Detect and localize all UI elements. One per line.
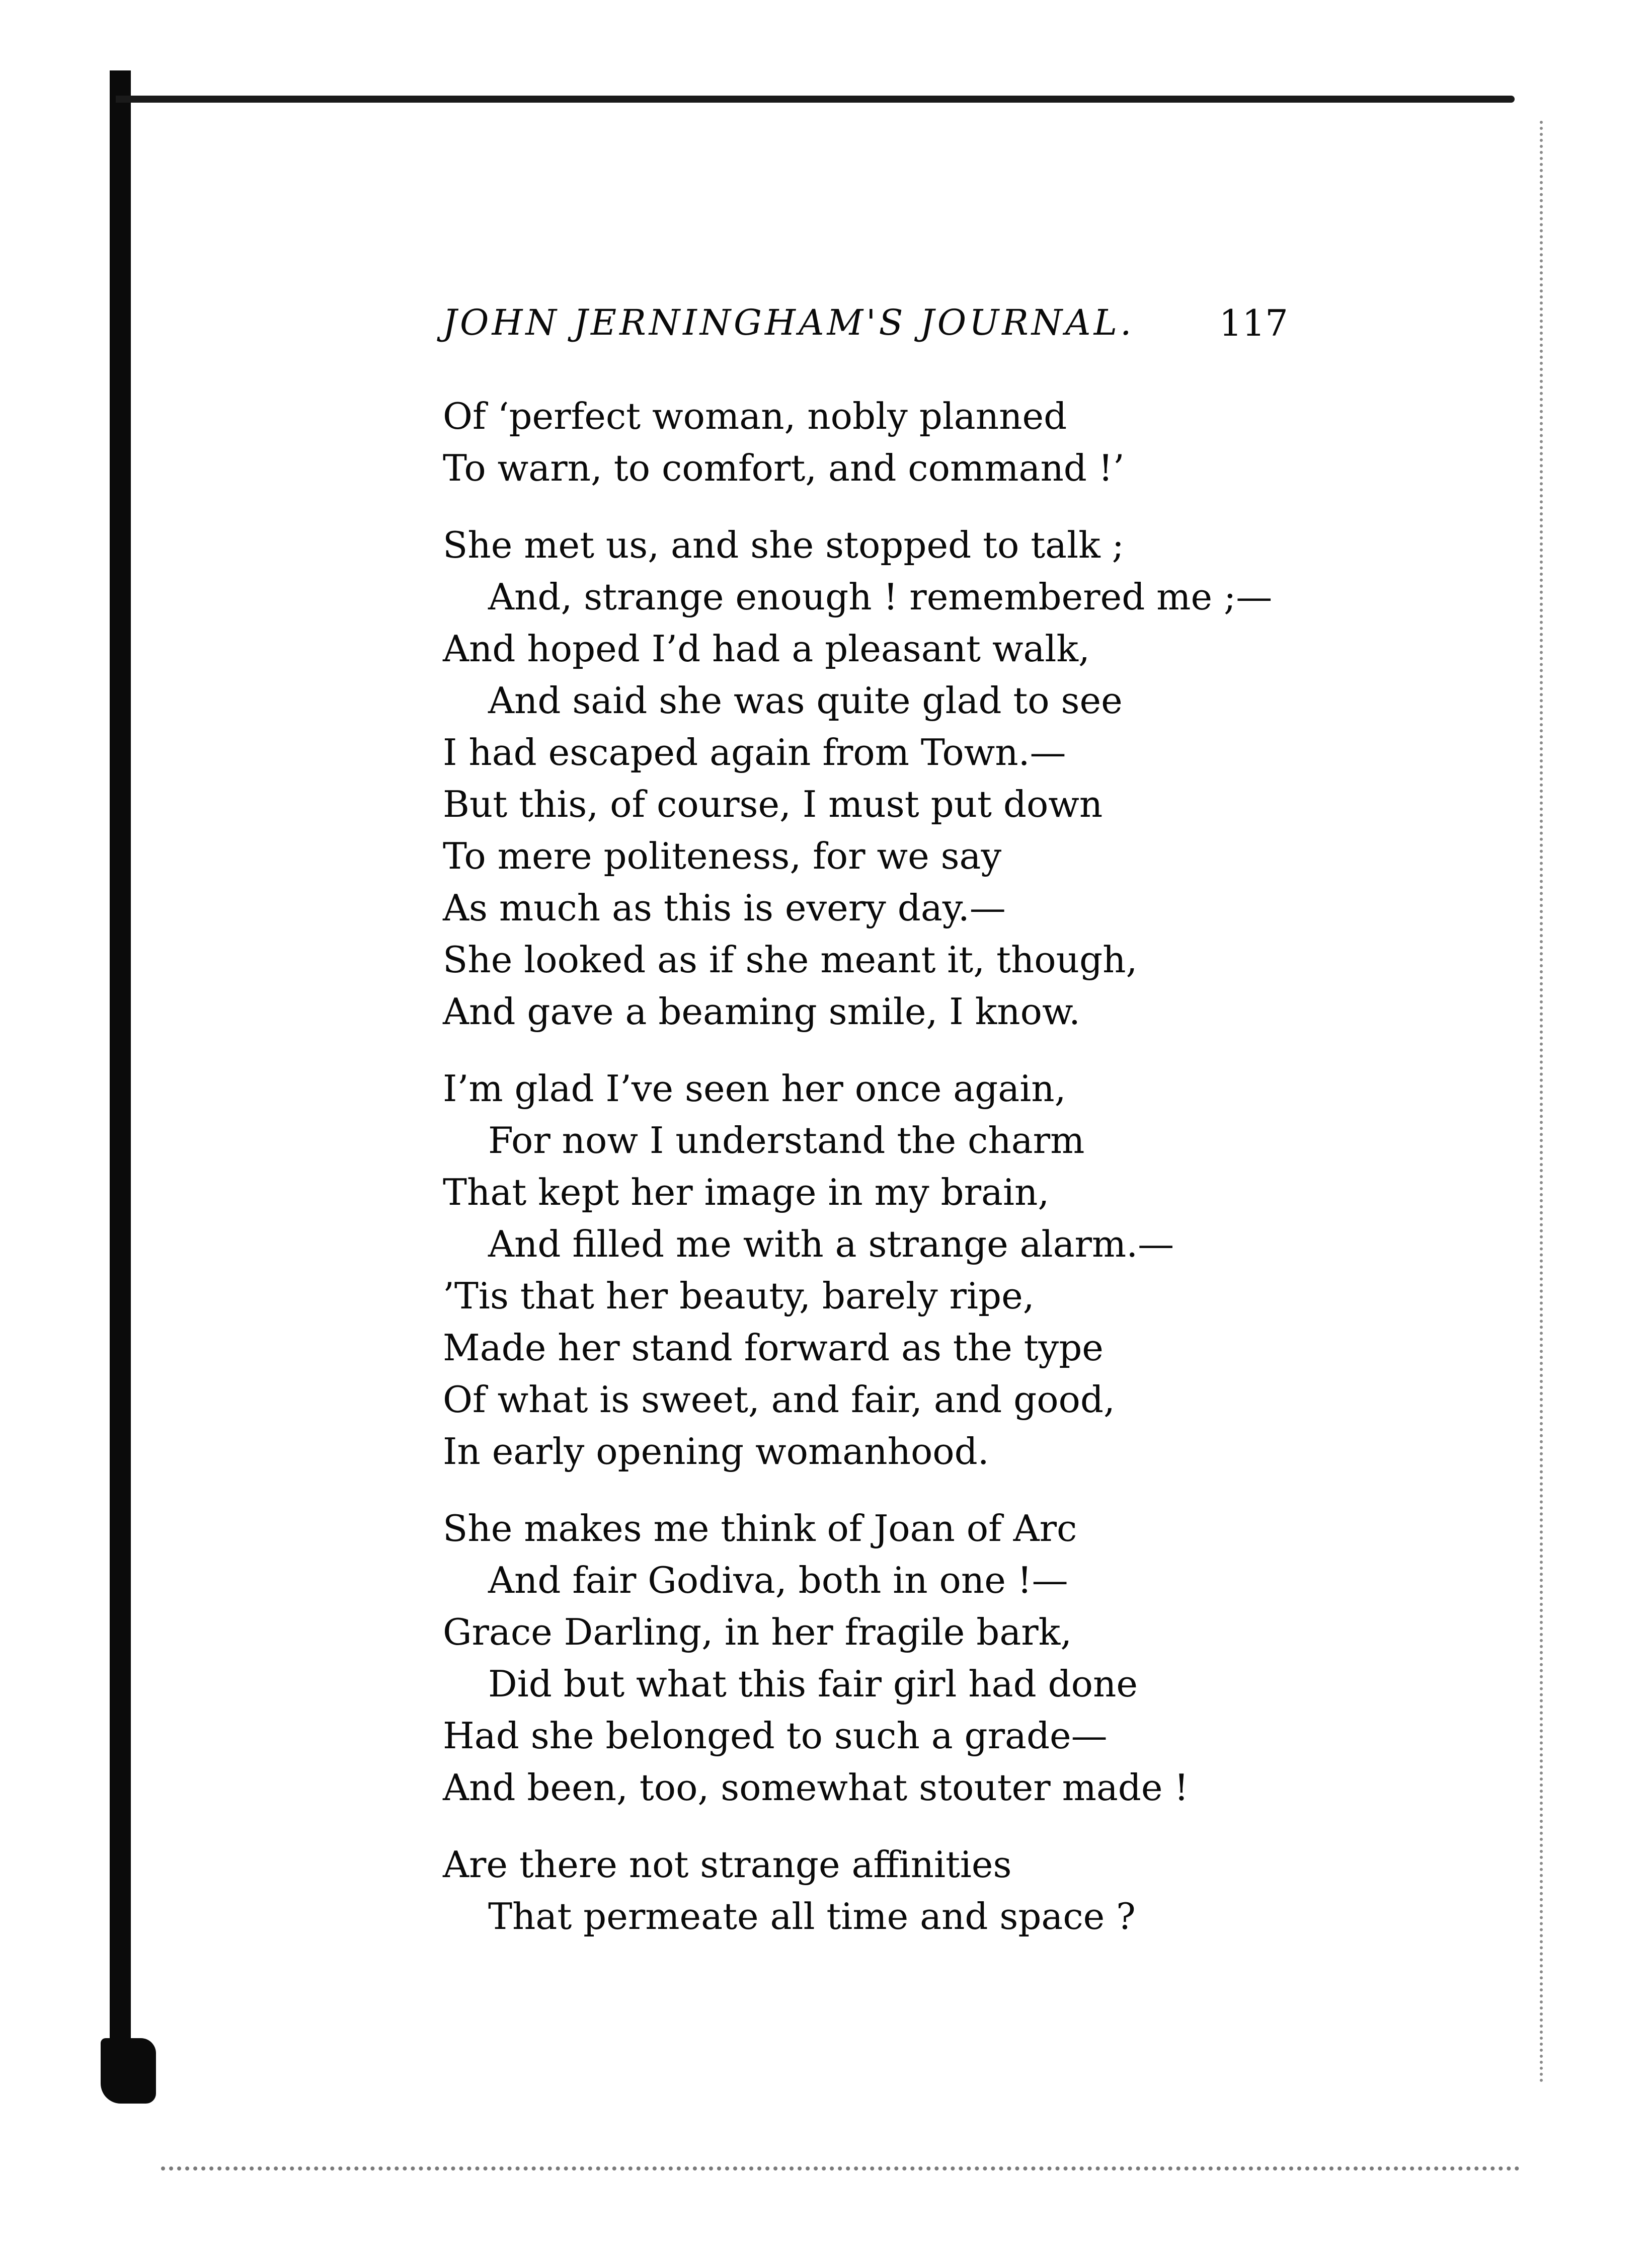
poem-line: To warn, to comfort, and command !’ bbox=[443, 447, 1125, 489]
poem-line: In early opening womanhood. bbox=[443, 1430, 989, 1472]
poem-line: Of ‘perfect woman, nobly planned bbox=[443, 395, 1067, 437]
poem-line: Grace Darling, in her fragile bark, bbox=[443, 1611, 1072, 1653]
poem-line: That kept her image in my brain, bbox=[443, 1171, 1050, 1213]
poem-line: Of what is sweet, and fair, and good, bbox=[443, 1378, 1115, 1421]
poem-line: She looked as if she meant it, though, bbox=[443, 939, 1138, 981]
stanza bbox=[443, 1839, 1323, 1943]
stanza bbox=[443, 519, 1323, 1038]
scan-binding-edge bbox=[110, 70, 131, 2088]
poem-line: And fair Godiva, both in one !— bbox=[488, 1559, 1068, 1601]
poem-line: Are there not strange affinities bbox=[443, 1843, 1012, 1886]
poem-line: She met us, and she stopped to talk ; bbox=[443, 524, 1124, 566]
poem-line: Had she belonged to such a grade— bbox=[443, 1715, 1108, 1757]
poem-line: But this, of course, I must put down bbox=[443, 783, 1103, 825]
poem-line: Did but what this fair girl had done bbox=[488, 1663, 1138, 1705]
poem-line: And, strange enough ! remembered me ;— bbox=[488, 576, 1273, 618]
poem-line: I had escaped again from Town.— bbox=[443, 731, 1066, 773]
poem-line: That permeate all time and space ? bbox=[488, 1895, 1136, 1937]
stanza bbox=[443, 1063, 1323, 1478]
poem-line: She makes me think of Joan of Arc bbox=[443, 1507, 1077, 1549]
poem-line: For now I understand the charm bbox=[488, 1119, 1085, 1161]
scan-page-edge-bottom bbox=[161, 2166, 1520, 2174]
poem-line: And gave a beaming smile, I know. bbox=[443, 990, 1080, 1033]
poem-line: I’m glad I’ve seen her once again, bbox=[443, 1067, 1066, 1110]
poem-line: To mere politeness, for we say bbox=[443, 835, 1002, 877]
poem-body bbox=[443, 391, 1323, 1968]
scan-binding-corner bbox=[101, 2038, 156, 2104]
poem-line: Made her stand forward as the type bbox=[443, 1327, 1104, 1369]
stanza bbox=[443, 391, 1323, 494]
poem-line: As much as this is every day.— bbox=[443, 887, 1006, 929]
poem-line: ’Tis that her beauty, barely ripe, bbox=[443, 1275, 1035, 1317]
running-title: JOHN JERNINGHAM'S JOURNAL. bbox=[443, 302, 1135, 343]
poem-line: And been, too, somewhat stouter made ! bbox=[443, 1766, 1189, 1809]
scan-top-rule bbox=[116, 96, 1515, 103]
running-head bbox=[443, 302, 1288, 357]
scan-page-edge-right bbox=[1540, 121, 1546, 2083]
stanza bbox=[443, 1503, 1323, 1814]
poem-line: And hoped I’d had a pleasant walk, bbox=[443, 628, 1090, 670]
poem-line: And said she was quite glad to see bbox=[488, 679, 1123, 722]
poem-line: And filled me with a strange alarm.— bbox=[488, 1223, 1174, 1265]
page-number: 117 bbox=[1219, 302, 1288, 344]
